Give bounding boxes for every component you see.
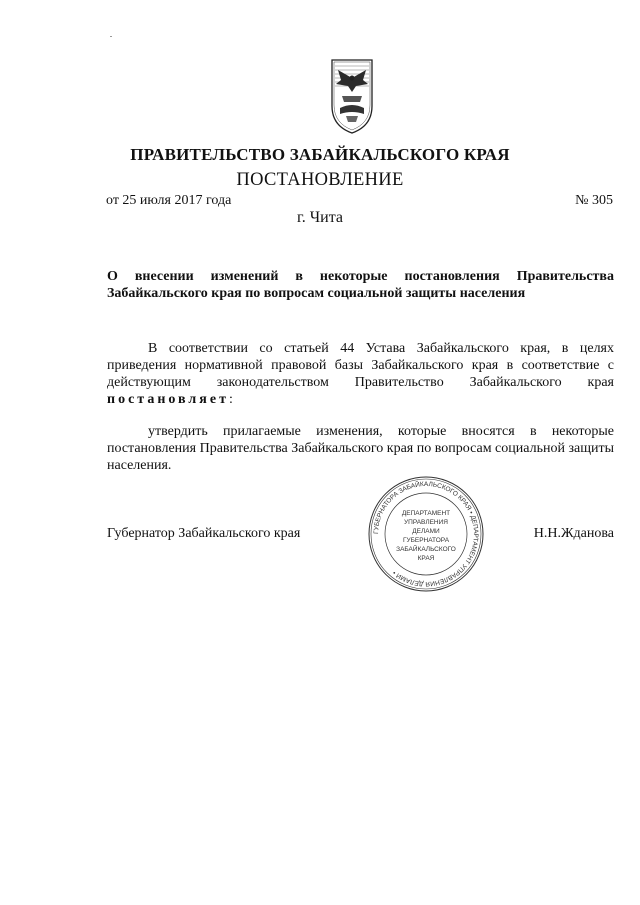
scan-speck	[110, 36, 112, 37]
document-number: № 305	[575, 193, 613, 208]
document-date: от 25 июля 2017 года	[106, 193, 232, 208]
stamp-line-6: КРАЯ	[417, 555, 435, 562]
document-type: ПОСТАНОВЛЕНИЕ	[236, 170, 404, 190]
stamp-line-1: ДЕПАРТАМЕНТ	[401, 510, 451, 517]
signatory-name: Н.Н.Жданова	[533, 526, 614, 541]
body-paragraph-2: утвердить прилагаемые изменения, которые вносятся в некоторые постановления Правительства Забайкальского края по вопросам социальной защиты населения.	[107, 424, 614, 473]
decree-word: постановляет	[107, 392, 229, 407]
signatory-position: Губернатор Забайкальского края	[107, 526, 301, 541]
stamp-ring-text: ГУБЕРНАТОРА ЗАБАЙКАЛЬСКОГО КРАЯ • ДЕПАРТАМЕНТ УПРАВЛЕНИЯ ДЕЛАМИ •	[372, 480, 480, 588]
stamp-line-4: ГУБЕРНАТОРА	[402, 537, 450, 544]
official-stamp	[367, 475, 485, 593]
stamp-line-3: ДЕЛАМИ	[412, 528, 440, 535]
body-paragraph-1-text: В соответствии со статьей 44 Устава Забайкальского края, в целях приведения нормативной правовой базы Забайкальского края в соответствие с действующим законодательством Правительство Забайкальского края	[107, 341, 614, 390]
document-subject: О внесении изменений в некоторые постановления Правительства Забайкальского края по вопросам социальной защиты населения	[107, 269, 614, 301]
stamp-line-2: УПРАВЛЕНИЯ	[404, 519, 448, 526]
decree-punctuation: :	[228, 392, 233, 407]
document-city: г. Чита	[296, 209, 343, 226]
stamp-line-5: ЗАБАЙКАЛЬСКОГО	[396, 546, 456, 553]
body-paragraph-1	[107, 340, 614, 408]
coat-of-arms-icon	[328, 56, 376, 136]
organization-title: ПРАВИТЕЛЬСТВО ЗАБАЙКАЛЬСКОГО КРАЯ	[130, 145, 510, 164]
